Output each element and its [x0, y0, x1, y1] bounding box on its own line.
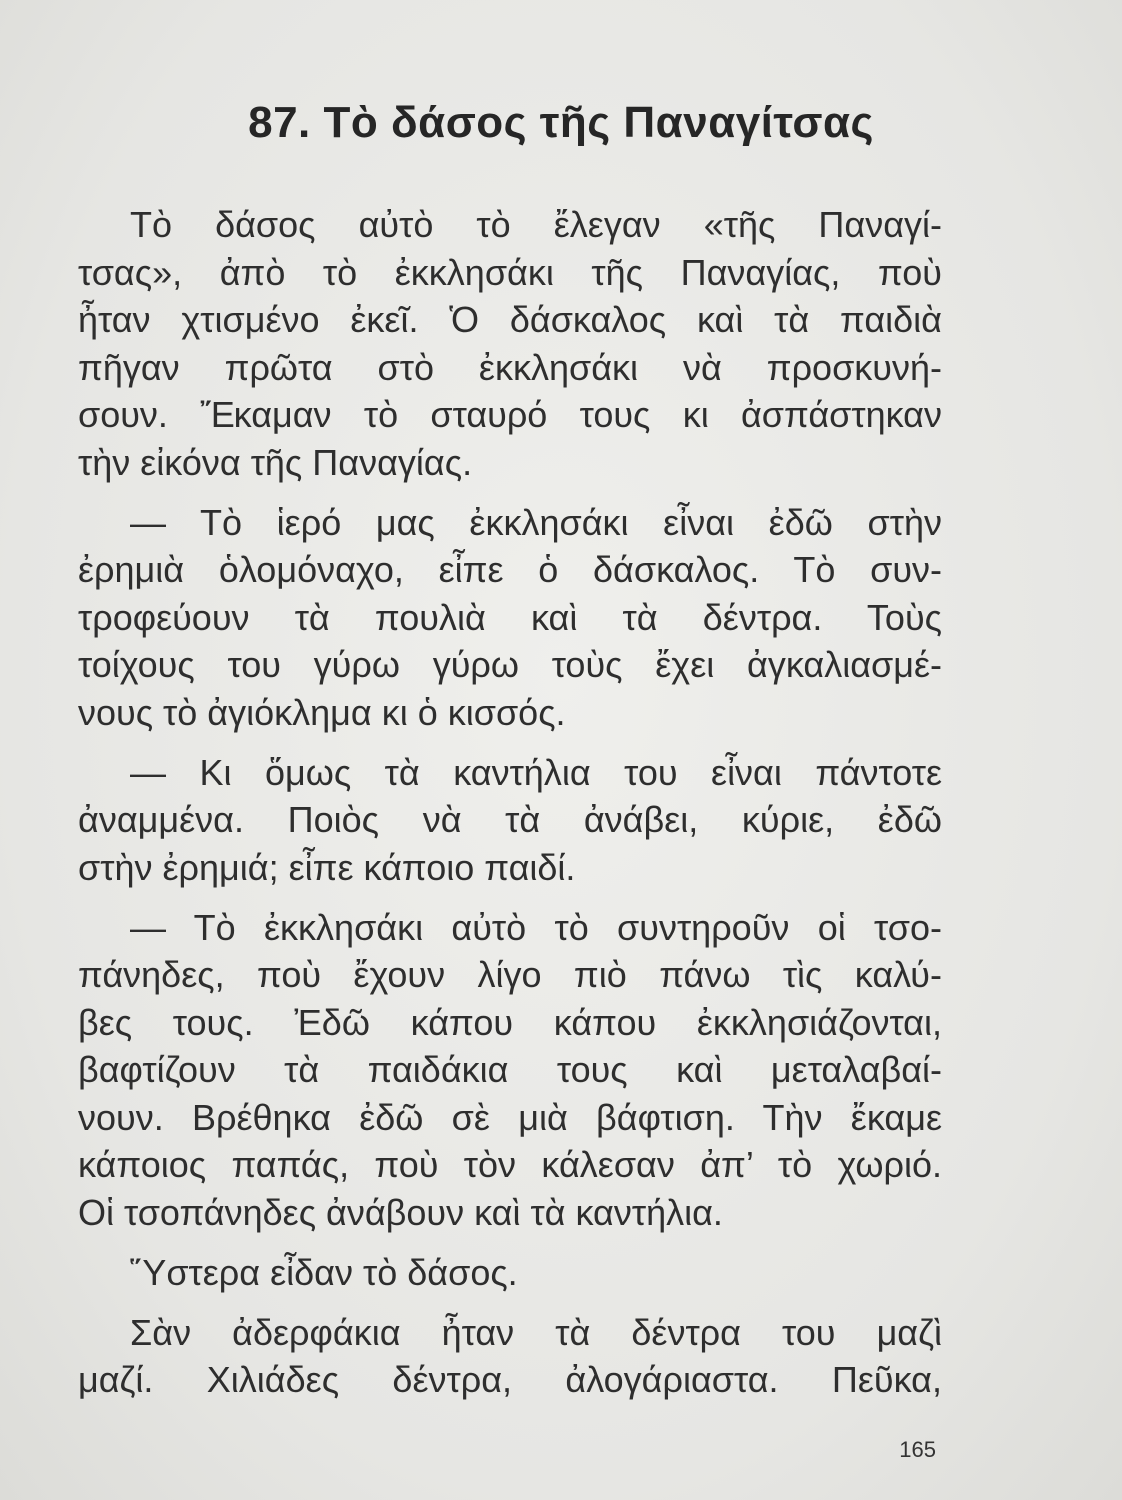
text-line: Σὰν ἀδερφάκια ἦταν τὰ δέντρα του μαζὶ [130, 1312, 942, 1353]
text-line: νους τὸ ἀγιόκλημα κι ὁ κισσός. [78, 692, 566, 733]
text-line: κάποιος παπάς, ποὺ τὸν κάλεσαν ἀπ’ τὸ χωριό. [78, 1144, 942, 1185]
text-line: πάνηδες, ποὺ ἔχουν λίγο πιὸ πάνω τὶς καλύ- [78, 954, 942, 995]
text-line: ἦταν χτισμένο ἐκεῖ. Ὁ δάσκαλος καὶ τὰ παιδιὰ [78, 299, 942, 340]
text-line: — Τὸ ἐκκλησάκι αὐτὸ τὸ συντηροῦν οἱ τσο- [130, 907, 942, 948]
text-line: Ὕστερα εἶδαν τὸ δάσος. [130, 1252, 518, 1293]
text-line: τοίχους του γύρω γύρω τοὺς ἔχει ἀγκαλιασμέ- [78, 644, 942, 685]
page-number: 165 [899, 1437, 936, 1462]
text-line: στὴν ἐρημιά; εἶπε κάποιο παιδί. [78, 847, 576, 888]
text-line: βες τους. Ἐδῶ κάπου κάπου ἐκκλησιάζονται, [78, 1002, 942, 1043]
text-line: σουν. Ἔκαμαν τὸ σταυρό τους κι ἀσπάστηκαν [78, 394, 942, 435]
text-line: ἀναμμένα. Ποιὸς νὰ τὰ ἀνάβει, κύριε, ἐδῶ [78, 799, 942, 840]
text-line: τὴν εἰκόνα τῆς Παναγίας. [78, 442, 473, 483]
text-line: — Κι ὅμως τὰ καντήλια του εἶναι πάντοτε [130, 752, 942, 793]
text-line: ἐρημιὰ ὁλομόναχο, εἶπε ὁ δάσκαλος. Τὸ συν- [78, 549, 942, 590]
text-line: βαφτίζουν τὰ παιδάκια τους καὶ μεταλαβαί- [78, 1049, 942, 1090]
text-line: νουν. Βρέθηκα ἐδῶ σὲ μιὰ βάφτιση. Τὴν ἔκαμε [78, 1097, 942, 1138]
chapter-title: 87. Τὸ δάσος τῆς Παναγίτσας [248, 98, 874, 147]
text-line: τροφεύουν τὰ πουλιὰ καὶ τὰ δέντρα. Τοὺς [78, 597, 942, 638]
text-line: Τὸ δάσος αὐτὸ τὸ ἔλεγαν «τῆς Παναγί- [130, 204, 942, 245]
text-line: Οἱ τσοπάνηδες ἀνάβουν καὶ τὰ καντήλια. [78, 1192, 723, 1233]
text-line: μαζί. Χιλιάδες δέντρα, ἀλογάριαστα. Πεῦκα, [78, 1359, 942, 1400]
text-line: — Τὸ ἱερό μας ἐκκλησάκι εἶναι ἐδῶ στὴν [130, 502, 942, 543]
text-line: τσας», ἀπὸ τὸ ἐκκλησάκι τῆς Παναγίας, ποὺ [78, 252, 942, 293]
text-line: πῆγαν πρῶτα στὸ ἐκκλησάκι νὰ προσκυνή- [78, 347, 942, 388]
